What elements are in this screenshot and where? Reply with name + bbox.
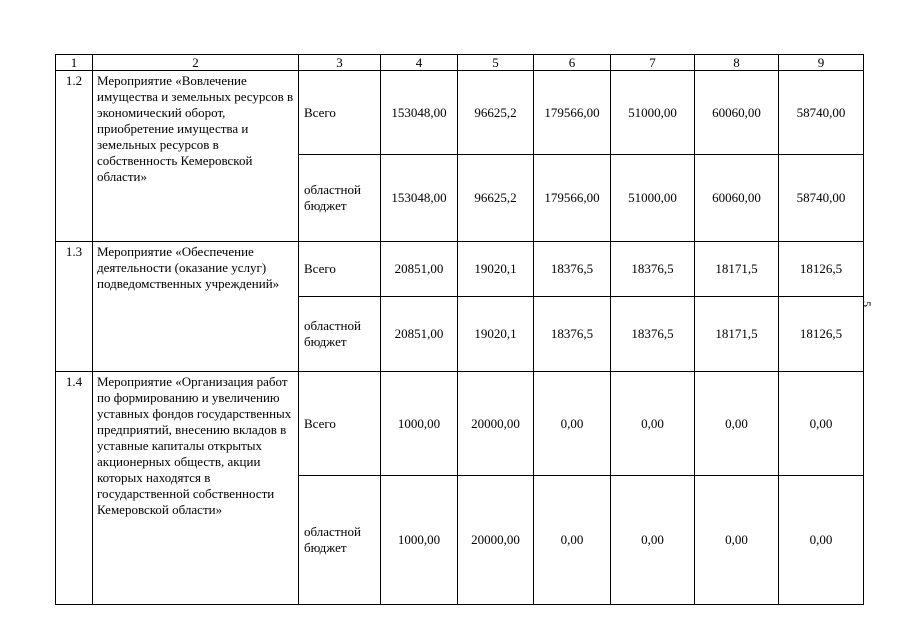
header-cell: 5 (458, 55, 534, 71)
value-cell: 0,00 (695, 476, 779, 605)
header-cell: 9 (779, 55, 864, 71)
value-cell: 0,00 (611, 476, 695, 605)
row-number: 1.2 (56, 71, 93, 242)
value-cell: 18376,5 (611, 297, 695, 372)
value-cell: 20000,00 (458, 476, 534, 605)
value-cell: 0,00 (534, 476, 611, 605)
value-cell: 179566,00 (534, 71, 611, 155)
header-cell: 3 (299, 55, 381, 71)
value-cell: 19020,1 (458, 297, 534, 372)
value-cell: 51000,00 (611, 155, 695, 242)
value-cell: 0,00 (695, 372, 779, 476)
value-cell: 153048,00 (381, 71, 458, 155)
value-cell: 0,00 (779, 476, 864, 605)
value-cell: 0,00 (779, 372, 864, 476)
row-number: 1.4 (56, 372, 93, 605)
value-cell: 20851,00 (381, 297, 458, 372)
value-cell: 18376,5 (534, 242, 611, 297)
measure-name: Мероприятие «Вовлечение имущества и земельных ресурсов в экономический оборот, приобретение имущества и земельных ресурсов в собственность Кемеровской области» (93, 71, 299, 242)
header-row (56, 55, 864, 71)
measure-name: Мероприятие «Организация работ по формированию и увеличению уставных фондов государственных предприятий, внесению вкладов в уставные капиталы открытых акционерных обществ, акции которых находятся в государственной собственности Кемеровской области» (93, 372, 299, 605)
value-cell: 0,00 (611, 372, 695, 476)
funding-source: областной бюджет (299, 297, 381, 372)
header-cell: 1 (56, 55, 93, 71)
value-cell: 18126,5 (779, 297, 864, 372)
header-cell: 7 (611, 55, 695, 71)
measure-name: Мероприятие «Обеспечение деятельности (оказание услуг) подведомственных учреждений» (93, 242, 299, 372)
header-cell: 4 (381, 55, 458, 71)
header-cell: 8 (695, 55, 779, 71)
value-cell: 1000,00 (381, 476, 458, 605)
funding-source: Всего (299, 242, 381, 297)
value-cell: 58740,00 (779, 71, 864, 155)
row-number: 1.3 (56, 242, 93, 372)
table-row (56, 71, 864, 155)
page-number: 5 (860, 301, 874, 307)
value-cell: 0,00 (534, 372, 611, 476)
value-cell: 20851,00 (381, 242, 458, 297)
funding-source: областной бюджет (299, 476, 381, 605)
value-cell: 20000,00 (458, 372, 534, 476)
value-cell: 51000,00 (611, 71, 695, 155)
value-cell: 18171,5 (695, 297, 779, 372)
value-cell: 19020,1 (458, 242, 534, 297)
table-row (56, 372, 864, 476)
value-cell: 179566,00 (534, 155, 611, 242)
funding-source: областной бюджет (299, 155, 381, 242)
header-cell: 2 (93, 55, 299, 71)
funding-source: Всего (299, 71, 381, 155)
value-cell: 18171,5 (695, 242, 779, 297)
value-cell: 18126,5 (779, 242, 864, 297)
value-cell: 96625,2 (458, 155, 534, 242)
funding-source: Всего (299, 372, 381, 476)
table-row (56, 242, 864, 297)
value-cell: 18376,5 (611, 242, 695, 297)
value-cell: 60060,00 (695, 71, 779, 155)
value-cell: 96625,2 (458, 71, 534, 155)
value-cell: 1000,00 (381, 372, 458, 476)
value-cell: 18376,5 (534, 297, 611, 372)
value-cell: 58740,00 (779, 155, 864, 242)
budget-table (55, 54, 864, 605)
value-cell: 153048,00 (381, 155, 458, 242)
header-cell: 6 (534, 55, 611, 71)
value-cell: 60060,00 (695, 155, 779, 242)
